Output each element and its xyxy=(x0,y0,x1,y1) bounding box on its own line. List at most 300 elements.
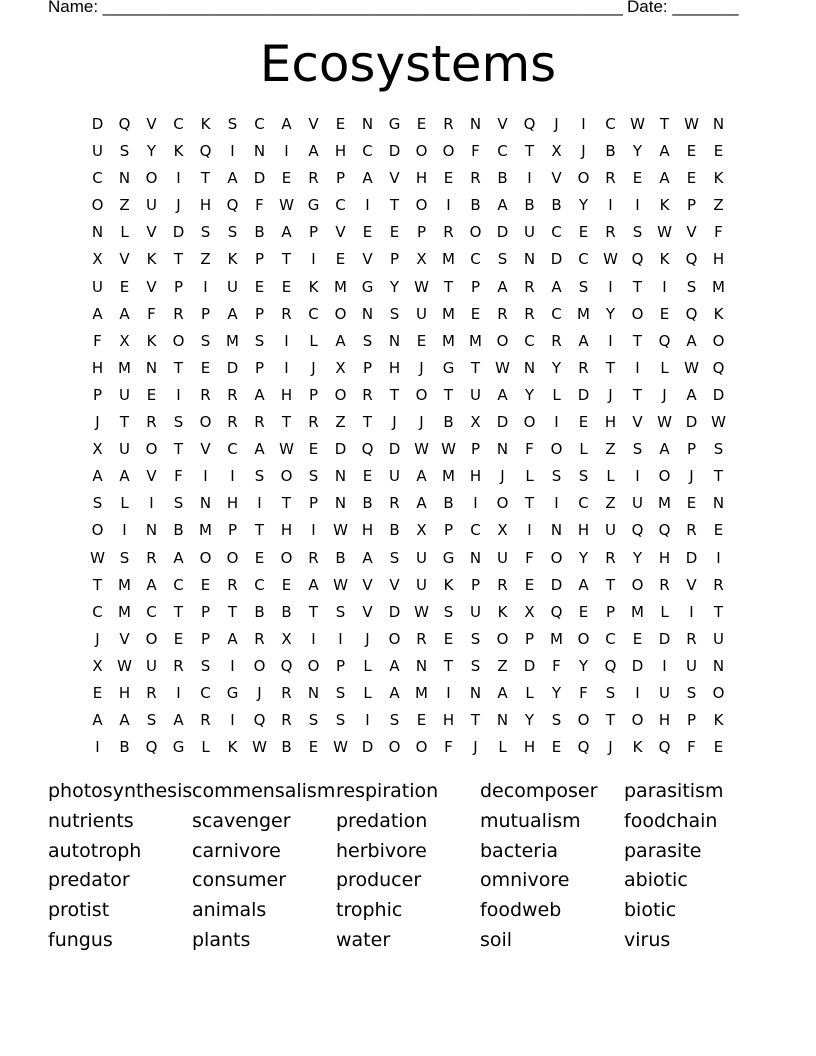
grid-letter: T xyxy=(119,413,130,432)
grid-letter: C xyxy=(308,304,319,323)
grid-row xyxy=(84,385,732,412)
grid-letter: Y xyxy=(146,142,157,161)
grid-letter: V xyxy=(119,250,130,269)
grid-letter: T xyxy=(524,494,535,513)
word-bank-item: scavenger xyxy=(192,809,291,832)
grid-letter: D xyxy=(685,413,698,432)
word-bank-item: foodweb xyxy=(480,899,562,922)
grid-letter: C xyxy=(173,575,184,594)
grid-letter: L xyxy=(660,358,669,377)
grid-letter: B xyxy=(470,196,481,215)
word-bank-item: parasitism xyxy=(624,780,724,802)
grid-letter: K xyxy=(146,331,157,350)
grid-letter: P xyxy=(470,440,481,459)
grid-letter: W xyxy=(414,277,429,296)
grid-letter: K xyxy=(308,277,319,296)
grid-letter: Z xyxy=(605,440,616,459)
word-bank-item: consumer xyxy=(192,869,287,892)
grid-letter: R xyxy=(605,548,616,567)
grid-letter: B xyxy=(605,142,616,161)
grid-letter: A xyxy=(308,142,319,161)
grid-letter: P xyxy=(416,223,427,242)
grid-letter: V xyxy=(362,602,373,621)
grid-row xyxy=(84,358,732,385)
grid-letter: R xyxy=(281,304,292,323)
grid-letter: M xyxy=(712,277,725,296)
grid-row xyxy=(84,548,732,575)
grid-letter: W xyxy=(711,413,726,432)
grid-letter: A xyxy=(416,467,427,486)
grid-letter: R xyxy=(470,169,481,188)
grid-letter: N xyxy=(469,683,482,702)
grid-letter: K xyxy=(173,142,184,161)
grid-letter: E xyxy=(686,142,697,161)
grid-letter: T xyxy=(173,358,184,377)
grid-letter: R xyxy=(713,575,724,594)
grid-letter: Q xyxy=(685,250,698,269)
grid-letter: P xyxy=(254,250,265,269)
grid-letter: I xyxy=(257,494,262,513)
grid-letter: K xyxy=(227,738,238,757)
grid-letter: N xyxy=(469,115,482,133)
grid-letter: S xyxy=(227,223,238,242)
grid-letter: T xyxy=(443,277,454,296)
grid-letter: E xyxy=(632,629,643,648)
word-bank-item: trophic xyxy=(336,899,403,922)
grid-letter: A xyxy=(281,115,292,133)
grid-letter: O xyxy=(307,656,320,675)
grid-letter: W xyxy=(657,223,672,242)
grid-letter: I xyxy=(581,115,586,133)
word-bank-item: animals xyxy=(192,899,267,922)
grid-letter: O xyxy=(469,223,482,242)
grid-letter: V xyxy=(389,169,400,188)
grid-letter: I xyxy=(473,494,478,513)
grid-letter: S xyxy=(335,711,346,730)
grid-letter: I xyxy=(662,656,667,675)
grid-letter: E xyxy=(470,304,481,323)
grid-letter: I xyxy=(95,738,100,757)
grid-letter: Y xyxy=(578,548,589,567)
grid-letter: U xyxy=(416,304,427,323)
grid-letter: N xyxy=(469,548,482,567)
grid-letter: J xyxy=(608,738,613,757)
grid-letter: X xyxy=(416,521,427,540)
grid-letter: H xyxy=(577,521,590,540)
grid-letter: S xyxy=(551,467,562,486)
grid-letter: U xyxy=(659,683,670,702)
grid-letter: E xyxy=(200,575,211,594)
grid-letter: K xyxy=(713,169,724,188)
grid-letter: C xyxy=(254,115,265,133)
grid-letter: U xyxy=(632,494,643,513)
grid-letter: I xyxy=(311,521,316,540)
grid-letter: G xyxy=(442,358,455,377)
grid-letter: I xyxy=(365,196,370,215)
grid-letter: S xyxy=(551,711,562,730)
grid-letter: X xyxy=(281,629,292,648)
letter-grid xyxy=(84,114,732,764)
grid-letter: I xyxy=(176,683,181,702)
grid-letter: M xyxy=(334,277,347,296)
grid-letter: Z xyxy=(335,413,346,432)
grid-letter: L xyxy=(363,656,372,675)
grid-letter: E xyxy=(659,304,670,323)
grid-letter: E xyxy=(686,169,697,188)
grid-letter: C xyxy=(92,602,103,621)
grid-letter: R xyxy=(227,575,238,594)
grid-letter: J xyxy=(311,358,316,377)
grid-letter: N xyxy=(91,223,104,242)
grid-letter: N xyxy=(199,494,212,513)
grid-letter: J xyxy=(581,142,586,161)
grid-letter: U xyxy=(146,656,157,675)
grid-letter: I xyxy=(122,521,127,540)
word-bank-item: protist xyxy=(48,899,110,922)
grid-letter: N xyxy=(712,115,725,133)
grid-letter: T xyxy=(659,115,670,133)
grid-letter: I xyxy=(608,331,613,350)
word-bank-item: virus xyxy=(624,928,671,951)
grid-letter: M xyxy=(442,331,455,350)
grid-letter: I xyxy=(365,711,370,730)
grid-letter: E xyxy=(578,223,589,242)
grid-letter: N xyxy=(253,142,266,161)
grid-letter: E xyxy=(416,331,427,350)
grid-letter: O xyxy=(496,494,509,513)
grid-letter: B xyxy=(335,548,346,567)
grid-letter: F xyxy=(174,467,183,486)
grid-row xyxy=(84,304,732,331)
grid-letter: C xyxy=(524,331,535,350)
grid-row xyxy=(84,683,732,710)
word-bank-item: nutrients xyxy=(48,809,134,832)
grid-row xyxy=(84,493,732,520)
grid-letter: B xyxy=(389,521,400,540)
grid-letter: C xyxy=(92,169,103,188)
grid-letter: E xyxy=(335,250,346,269)
grid-letter: A xyxy=(389,683,400,702)
grid-letter: V xyxy=(497,115,508,133)
grid-letter: S xyxy=(173,494,184,513)
word-bank-item: predation xyxy=(336,809,428,832)
grid-letter: N xyxy=(496,440,509,459)
grid-letter: W xyxy=(630,115,645,133)
grid-letter: D xyxy=(388,440,401,459)
grid-letter: O xyxy=(712,331,725,350)
grid-letter: D xyxy=(334,440,347,459)
grid-letter: N xyxy=(307,683,320,702)
grid-letter: L xyxy=(363,683,372,702)
grid-row xyxy=(84,412,732,439)
grid-letter: Q xyxy=(577,738,590,757)
grid-letter: V xyxy=(551,169,562,188)
grid-letter: R xyxy=(524,304,535,323)
grid-letter: I xyxy=(284,358,289,377)
grid-letter: Y xyxy=(389,277,400,296)
grid-letter: G xyxy=(442,548,455,567)
grid-letter: T xyxy=(632,385,643,404)
grid-letter: V xyxy=(146,467,157,486)
grid-letter: H xyxy=(334,142,347,161)
grid-letter: M xyxy=(118,358,131,377)
grid-letter: M xyxy=(469,331,482,350)
grid-letter: O xyxy=(415,142,428,161)
grid-letter: H xyxy=(658,711,671,730)
grid-letter: H xyxy=(604,413,617,432)
grid-letter: W xyxy=(684,115,699,133)
grid-letter: I xyxy=(446,683,451,702)
grid-letter: D xyxy=(253,169,266,188)
grid-letter: S xyxy=(200,656,211,675)
grid-letter: B xyxy=(497,169,508,188)
grid-letter: Z xyxy=(497,656,508,675)
grid-letter: C xyxy=(254,575,265,594)
grid-letter: J xyxy=(95,413,100,432)
grid-letter: T xyxy=(713,467,724,486)
grid-letter: R xyxy=(605,169,616,188)
grid-letter: T xyxy=(281,250,292,269)
grid-row xyxy=(84,249,732,276)
grid-letter: A xyxy=(227,169,238,188)
grid-letter: F xyxy=(525,440,534,459)
grid-letter: R xyxy=(200,711,211,730)
grid-letter: N xyxy=(361,304,374,323)
grid-letter: J xyxy=(176,196,181,215)
grid-letter: I xyxy=(635,683,640,702)
grid-letter: R xyxy=(308,413,319,432)
grid-letter: Q xyxy=(631,250,644,269)
grid-letter: A xyxy=(173,711,184,730)
grid-letter: M xyxy=(226,331,239,350)
grid-letter: T xyxy=(389,196,400,215)
grid-letter: V xyxy=(389,575,400,594)
grid-letter: S xyxy=(92,494,103,513)
grid-letter: Z xyxy=(119,196,130,215)
grid-letter: I xyxy=(554,413,559,432)
word-bank-item: commensalism xyxy=(192,780,336,802)
grid-letter: T xyxy=(524,142,535,161)
grid-letter: V xyxy=(146,223,157,242)
word-bank-item: producer xyxy=(336,869,422,892)
grid-row xyxy=(84,439,732,466)
grid-letter: V xyxy=(146,115,157,133)
grid-letter: A xyxy=(92,467,103,486)
grid-letter: T xyxy=(281,413,292,432)
grid-letter: T xyxy=(227,602,238,621)
grid-row xyxy=(84,195,732,222)
grid-letter: S xyxy=(173,413,184,432)
grid-letter: N xyxy=(361,115,374,133)
grid-letter: O xyxy=(631,575,644,594)
grid-letter: O xyxy=(334,304,347,323)
grid-letter: R xyxy=(146,548,157,567)
grid-letter: O xyxy=(388,738,401,757)
grid-letter: I xyxy=(662,277,667,296)
grid-row xyxy=(84,168,732,195)
grid-letter: E xyxy=(416,115,427,133)
grid-letter: A xyxy=(281,223,292,242)
word-bank-item: soil xyxy=(480,928,513,951)
grid-letter: Q xyxy=(658,521,671,540)
grid-letter: X xyxy=(416,250,427,269)
grid-letter: E xyxy=(281,575,292,594)
grid-letter: R xyxy=(524,277,535,296)
grid-letter: W xyxy=(684,358,699,377)
grid-letter: H xyxy=(442,711,455,730)
grid-letter: V xyxy=(200,440,211,459)
grid-letter: P xyxy=(200,304,211,323)
grid-letter: C xyxy=(362,142,373,161)
grid-letter: Y xyxy=(578,656,589,675)
grid-letter: U xyxy=(227,277,238,296)
grid-letter: W xyxy=(90,548,105,567)
word-bank-item: biotic xyxy=(624,899,677,922)
grid-letter: T xyxy=(443,385,454,404)
grid-letter: U xyxy=(605,521,616,540)
grid-letter: I xyxy=(338,629,343,648)
grid-letter: G xyxy=(361,277,374,296)
grid-letter: P xyxy=(308,385,319,404)
grid-letter: I xyxy=(149,494,154,513)
grid-letter: O xyxy=(577,169,590,188)
grid-letter: P xyxy=(308,494,319,513)
grid-letter: M xyxy=(118,575,131,594)
grid-letter: O xyxy=(388,629,401,648)
grid-letter: Z xyxy=(605,494,616,513)
grid-letter: F xyxy=(147,304,156,323)
word-bank-item: decomposer xyxy=(480,780,598,802)
grid-letter: U xyxy=(686,656,697,675)
grid-letter: I xyxy=(527,521,532,540)
grid-letter: E xyxy=(281,169,292,188)
grid-letter: F xyxy=(255,196,264,215)
grid-letter: D xyxy=(685,548,698,567)
grid-letter: M xyxy=(658,494,671,513)
grid-letter: Q xyxy=(523,115,536,133)
grid-letter: R xyxy=(605,223,616,242)
grid-letter: S xyxy=(308,711,319,730)
grid-letter: H xyxy=(118,683,131,702)
grid-letter: E xyxy=(200,358,211,377)
grid-letter: I xyxy=(230,711,235,730)
grid-letter: D xyxy=(577,385,590,404)
grid-letter: A xyxy=(497,196,508,215)
grid-letter: I xyxy=(608,196,613,215)
grid-letter: U xyxy=(470,385,481,404)
grid-letter: T xyxy=(281,494,292,513)
grid-letter: S xyxy=(227,115,238,133)
grid-letter: B xyxy=(362,494,373,513)
grid-letter: X xyxy=(92,250,103,269)
grid-letter: D xyxy=(550,250,563,269)
grid-letter: F xyxy=(714,223,723,242)
grid-letter: A xyxy=(686,385,697,404)
grid-letter: F xyxy=(444,738,453,757)
grid-letter: N xyxy=(496,711,509,730)
grid-letter: P xyxy=(686,440,697,459)
grid-letter: T xyxy=(389,385,400,404)
grid-letter: P xyxy=(254,304,265,323)
grid-letter: U xyxy=(146,196,157,215)
grid-letter: C xyxy=(470,250,481,269)
grid-letter: P xyxy=(254,358,265,377)
grid-letter: R xyxy=(173,304,184,323)
grid-letter: T xyxy=(173,440,184,459)
grid-letter: O xyxy=(334,385,347,404)
word-bank-item: parasite xyxy=(624,839,702,862)
grid-letter: O xyxy=(91,521,104,540)
grid-letter: C xyxy=(335,196,346,215)
grid-letter: C xyxy=(551,223,562,242)
grid-letter: R xyxy=(497,304,508,323)
grid-letter: B xyxy=(443,494,454,513)
grid-letter: R xyxy=(416,629,427,648)
grid-letter: G xyxy=(226,683,239,702)
grid-letter: E xyxy=(713,521,724,540)
grid-letter: S xyxy=(335,683,346,702)
grid-letter: O xyxy=(442,142,455,161)
grid-letter: P xyxy=(200,629,211,648)
grid-letter: X xyxy=(524,602,535,621)
grid-letter: U xyxy=(416,548,427,567)
grid-letter: B xyxy=(551,196,562,215)
grid-letter: S xyxy=(470,629,481,648)
grid-letter: R xyxy=(281,711,292,730)
grid-letter: H xyxy=(712,250,725,269)
grid-letter: R xyxy=(686,629,697,648)
grid-letter: U xyxy=(524,223,535,242)
grid-letter: C xyxy=(497,142,508,161)
grid-letter: N xyxy=(712,656,725,675)
grid-letter: W xyxy=(279,196,294,215)
grid-letter: K xyxy=(632,738,643,757)
grid-letter: B xyxy=(524,196,535,215)
word-bank xyxy=(48,780,768,952)
grid-letter: O xyxy=(280,548,293,567)
grid-letter: D xyxy=(550,575,563,594)
grid-letter: E xyxy=(713,142,724,161)
grid-letter: R xyxy=(389,494,400,513)
grid-letter: J xyxy=(554,115,559,133)
grid-letter: T xyxy=(605,711,616,730)
grid-row xyxy=(84,277,732,304)
grid-letter: O xyxy=(712,683,725,702)
grid-letter: J xyxy=(95,629,100,648)
grid-letter: D xyxy=(361,738,374,757)
grid-letter: E xyxy=(146,385,157,404)
grid-letter: S xyxy=(200,331,211,350)
grid-letter: B xyxy=(443,413,454,432)
grid-letter: L xyxy=(525,683,534,702)
grid-letter: M xyxy=(118,602,131,621)
grid-letter: C xyxy=(470,521,481,540)
grid-letter: Y xyxy=(605,304,616,323)
grid-letter: S xyxy=(632,223,643,242)
grid-letter: L xyxy=(525,467,534,486)
grid-letter: W xyxy=(495,358,510,377)
grid-letter: R xyxy=(308,548,319,567)
grid-letter: D xyxy=(388,602,401,621)
grid-letter: A xyxy=(227,629,238,648)
grid-letter: A xyxy=(119,467,130,486)
grid-letter: A xyxy=(227,304,238,323)
word-bank-item: foodchain xyxy=(624,809,718,832)
grid-letter: R xyxy=(551,331,562,350)
grid-letter: O xyxy=(415,385,428,404)
word-bank-item: carnivore xyxy=(192,839,281,862)
grid-letter: X xyxy=(92,440,103,459)
